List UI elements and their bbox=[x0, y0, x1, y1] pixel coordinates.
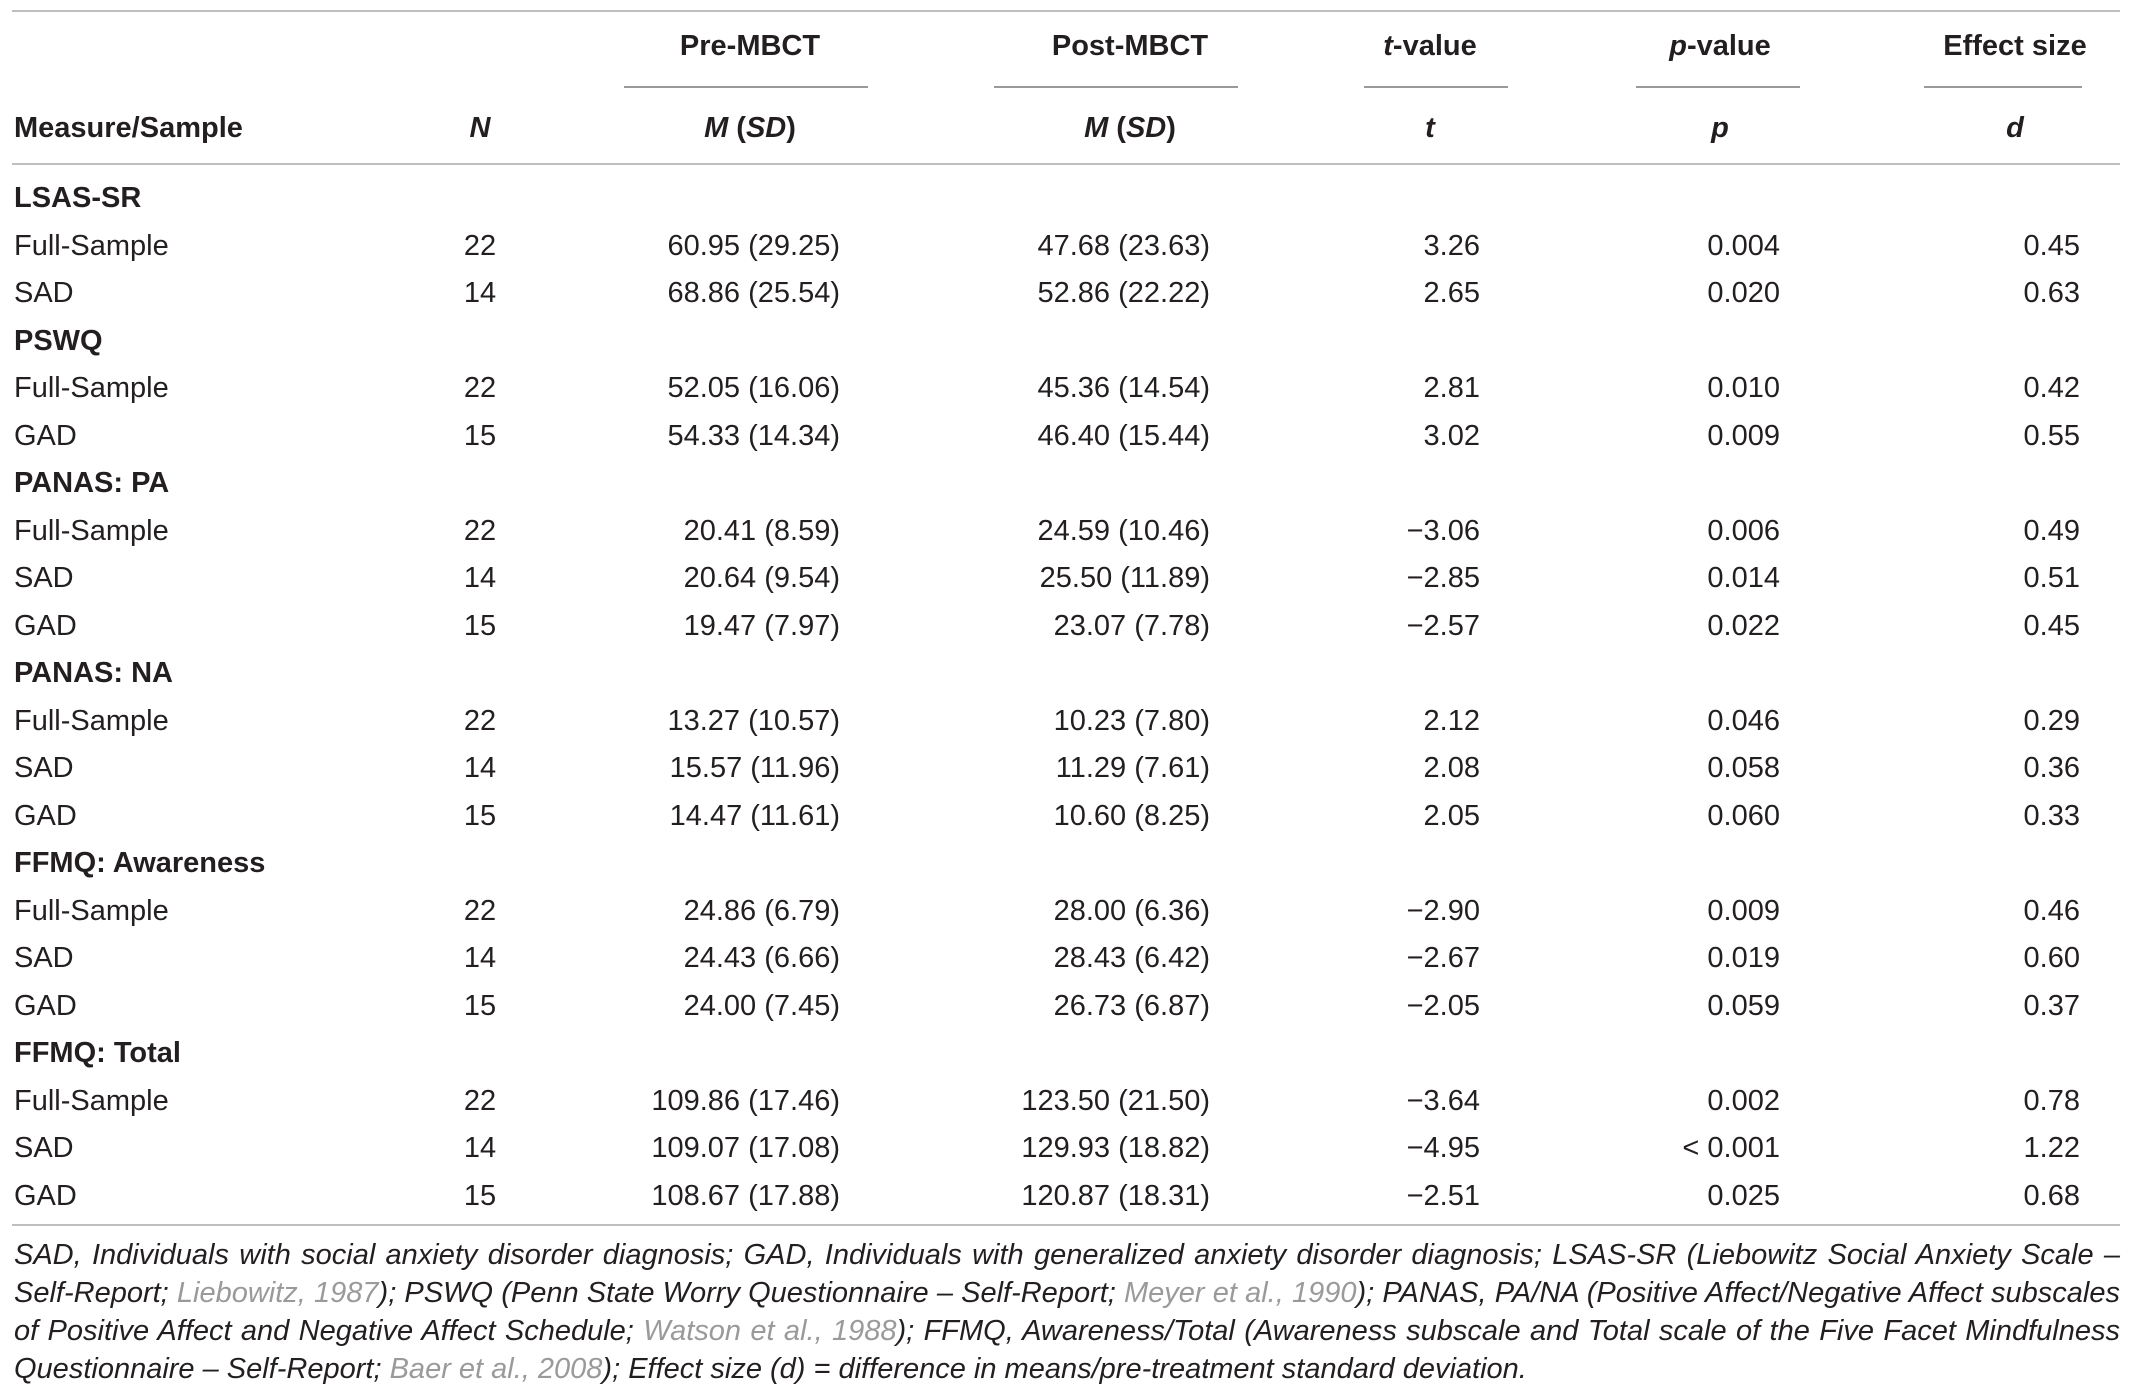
n-value: 14 bbox=[463, 752, 497, 784]
pre-mean-sd: 19.47 (7.97) bbox=[683, 610, 840, 642]
header-pre-m: M bbox=[704, 112, 729, 144]
post-mean-sd: 129.93 (18.82) bbox=[1021, 1132, 1210, 1164]
footnote-ref-watson[interactable]: Watson et al., 1988 bbox=[643, 1315, 897, 1347]
pre-mean-sd: 52.05 (16.06) bbox=[667, 372, 840, 404]
t-value: −2.85 bbox=[1406, 562, 1480, 594]
post-mean-sd: 10.23 (7.80) bbox=[1053, 705, 1210, 737]
effect-size-value: 0.68 bbox=[2023, 1180, 2080, 1212]
sample-label: Full-Sample bbox=[14, 230, 169, 262]
header-bottom-rule bbox=[12, 163, 2120, 165]
header-d: d bbox=[2006, 112, 2024, 144]
post-mean-sd: 46.40 (15.44) bbox=[1037, 420, 1210, 452]
p-value: 0.014 bbox=[1707, 562, 1780, 594]
n-value: 15 bbox=[463, 990, 497, 1022]
table-top-rule bbox=[12, 10, 2120, 12]
header-pre-mbct: Pre-MBCT bbox=[679, 30, 821, 62]
p-value: 0.009 bbox=[1707, 420, 1780, 452]
post-mean-sd: 26.73 (6.87) bbox=[1053, 990, 1210, 1022]
effect-size-value: 0.63 bbox=[2023, 277, 2080, 309]
t-value: 3.02 bbox=[1423, 420, 1480, 452]
footnote-ref-baer[interactable]: Baer et al., 2008 bbox=[389, 1353, 603, 1385]
header-t-value-symbol: t bbox=[1383, 30, 1393, 62]
group-title: PANAS: NA bbox=[14, 657, 173, 689]
n-value: 22 bbox=[463, 515, 497, 547]
effect-size-value: 0.45 bbox=[2023, 230, 2080, 262]
pre-mean-sd: 24.86 (6.79) bbox=[683, 895, 840, 927]
footnote-text-1: SAD, Individuals with social anxiety disorder diagnosis; GAD, Individuals with generalized anxiety disorder diagnosis; LSAS-SR (Liebowitz Social Anxiety Scale – Self-Report; bbox=[14, 1239, 2120, 1309]
pre-mean-sd: 13.27 (10.57) bbox=[667, 705, 840, 737]
sample-label: GAD bbox=[14, 990, 77, 1022]
n-value: 22 bbox=[463, 705, 497, 737]
t-value: 2.08 bbox=[1423, 752, 1480, 784]
effect-size-value: 0.45 bbox=[2023, 610, 2080, 642]
n-value: 15 bbox=[463, 800, 497, 832]
header-n: N bbox=[469, 112, 491, 144]
footnote-ref-liebowitz[interactable]: Liebowitz, 1987 bbox=[176, 1277, 379, 1309]
t-value: −3.64 bbox=[1406, 1085, 1480, 1117]
header-post-m-sd: M (SD) bbox=[1084, 112, 1176, 144]
pre-mean-sd: 68.86 (25.54) bbox=[667, 277, 840, 309]
p-value: 0.022 bbox=[1707, 610, 1780, 642]
post-mean-sd: 47.68 (23.63) bbox=[1037, 230, 1210, 262]
n-value: 22 bbox=[463, 1085, 497, 1117]
sample-label: Full-Sample bbox=[14, 895, 169, 927]
sample-label: Full-Sample bbox=[14, 1085, 169, 1117]
sample-label: GAD bbox=[14, 800, 77, 832]
p-value: 0.009 bbox=[1707, 895, 1780, 927]
t-value: −4.95 bbox=[1406, 1132, 1480, 1164]
pre-mean-sd: 14.47 (11.61) bbox=[669, 800, 840, 832]
t-value: −2.90 bbox=[1406, 895, 1480, 927]
post-mean-sd: 28.00 (6.36) bbox=[1053, 895, 1210, 927]
pre-underline bbox=[624, 86, 868, 88]
pre-mean-sd: 24.43 (6.66) bbox=[683, 942, 840, 974]
p-value: 0.058 bbox=[1707, 752, 1780, 784]
p-value: 0.004 bbox=[1707, 230, 1780, 262]
footnote-text-2: ); PSWQ (Penn State Worry Questionnaire – Self-Report; bbox=[378, 1277, 1125, 1309]
header-p: p bbox=[1711, 112, 1729, 144]
p-value: 0.046 bbox=[1707, 705, 1780, 737]
sample-label: Full-Sample bbox=[14, 372, 169, 404]
footnote-text-4: ); FFMQ, Awareness/Total (Awareness subscale and Total scale of the Five Facet Mindfulness Questionnaire – Self-Report; bbox=[14, 1315, 2120, 1385]
header-post-mbct: Post-MBCT bbox=[1051, 30, 1209, 62]
n-value: 22 bbox=[463, 372, 497, 404]
p-underline bbox=[1636, 86, 1800, 88]
header-p-value-symbol: p bbox=[1669, 30, 1687, 62]
p-value: < 0.001 bbox=[1682, 1132, 1780, 1164]
n-value: 14 bbox=[463, 1132, 497, 1164]
header-p-value bbox=[1600, 32, 1840, 61]
pre-mean-sd: 24.00 (7.45) bbox=[683, 990, 840, 1022]
n-value: 22 bbox=[463, 895, 497, 927]
t-value: −2.67 bbox=[1406, 942, 1480, 974]
header-pre-m-sd: M (SD) bbox=[704, 112, 796, 144]
p-value: 0.025 bbox=[1707, 1180, 1780, 1212]
footnote-text-5: ); Effect size (d) = difference in means/pre-treatment standard deviation. bbox=[602, 1353, 1527, 1385]
footnote-ref-meyer[interactable]: Meyer et al., 1990 bbox=[1124, 1277, 1357, 1309]
p-value: 0.019 bbox=[1707, 942, 1780, 974]
sample-label: SAD bbox=[14, 942, 74, 974]
t-value: −2.51 bbox=[1406, 1180, 1480, 1212]
n-value: 22 bbox=[463, 230, 497, 262]
header-t: t bbox=[1425, 112, 1435, 144]
header-p-value-suffix: -value bbox=[1686, 30, 1771, 62]
pre-mean-sd: 54.33 (14.34) bbox=[667, 420, 840, 452]
n-value: 15 bbox=[463, 1180, 497, 1212]
group-title: FFMQ: Total bbox=[14, 1037, 181, 1069]
header-t-value-suffix: -value bbox=[1392, 30, 1477, 62]
p-value: 0.002 bbox=[1707, 1085, 1780, 1117]
post-mean-sd: 23.07 (7.78) bbox=[1053, 610, 1210, 642]
t-value: −2.57 bbox=[1406, 610, 1480, 642]
n-value: 14 bbox=[463, 942, 497, 974]
post-underline bbox=[994, 86, 1238, 88]
post-mean-sd: 52.86 (22.22) bbox=[1037, 277, 1210, 309]
pre-mean-sd: 108.67 (17.88) bbox=[651, 1180, 840, 1212]
effect-size-value: 0.55 bbox=[2023, 420, 2080, 452]
effect-size-value: 0.29 bbox=[2023, 705, 2080, 737]
post-mean-sd: 120.87 (18.31) bbox=[1021, 1180, 1210, 1212]
p-value: 0.060 bbox=[1707, 800, 1780, 832]
sample-label: SAD bbox=[14, 562, 74, 594]
table-footnote bbox=[14, 1236, 2120, 1388]
sample-label: Full-Sample bbox=[14, 515, 169, 547]
pre-mean-sd: 109.07 (17.08) bbox=[651, 1132, 840, 1164]
sample-label: GAD bbox=[14, 1180, 77, 1212]
effect-size-value: 0.36 bbox=[2023, 752, 2080, 784]
pre-mean-sd: 20.64 (9.54) bbox=[683, 562, 840, 594]
p-value: 0.010 bbox=[1707, 372, 1780, 404]
header-post-sd: SD bbox=[1125, 112, 1167, 144]
post-mean-sd: 10.60 (8.25) bbox=[1053, 800, 1210, 832]
t-value: 3.26 bbox=[1423, 230, 1480, 262]
pre-mean-sd: 15.57 (11.96) bbox=[669, 752, 840, 784]
group-title: PANAS: PA bbox=[14, 467, 170, 499]
pre-mean-sd: 20.41 (8.59) bbox=[683, 515, 840, 547]
header-t-value bbox=[1340, 32, 1520, 61]
p-value: 0.020 bbox=[1707, 277, 1780, 309]
group-title: FFMQ: Awareness bbox=[14, 847, 266, 879]
t-underline bbox=[1364, 86, 1508, 88]
pre-mean-sd: 60.95 (29.25) bbox=[667, 230, 840, 262]
sample-label: SAD bbox=[14, 277, 74, 309]
effect-size-value: 0.51 bbox=[2023, 562, 2080, 594]
post-mean-sd: 24.59 (10.46) bbox=[1037, 515, 1210, 547]
table-bottom-rule bbox=[12, 1224, 2120, 1226]
t-value: −3.06 bbox=[1406, 515, 1480, 547]
effect-size-value: 0.49 bbox=[2023, 515, 2080, 547]
footnote-text-3: ); PANAS, PA/NA (Positive Affect/Negative Affect subscales of Positive Affect and Negative Affect Schedule; bbox=[14, 1277, 2120, 1347]
n-value: 15 bbox=[463, 420, 497, 452]
n-value: 14 bbox=[463, 562, 497, 594]
post-mean-sd: 25.50 (11.89) bbox=[1039, 562, 1210, 594]
header-pre-sd: SD bbox=[745, 112, 787, 144]
p-value: 0.059 bbox=[1707, 990, 1780, 1022]
group-title: PSWQ bbox=[14, 325, 103, 357]
effect-size-value: 0.37 bbox=[2023, 990, 2080, 1022]
t-value: 2.65 bbox=[1423, 277, 1480, 309]
t-value: 2.81 bbox=[1423, 372, 1480, 404]
t-value: 2.05 bbox=[1423, 800, 1480, 832]
t-value: 2.12 bbox=[1423, 705, 1480, 737]
group-title: LSAS-SR bbox=[14, 182, 142, 214]
sample-label: SAD bbox=[14, 752, 74, 784]
header-measure-sample: Measure/Sample bbox=[14, 112, 243, 144]
effect-size-value: 0.46 bbox=[2023, 895, 2080, 927]
effect-size-value: 0.42 bbox=[2023, 372, 2080, 404]
header-post-m: M bbox=[1084, 112, 1109, 144]
sample-label: SAD bbox=[14, 1132, 74, 1164]
effect-size-value: 0.78 bbox=[2023, 1085, 2080, 1117]
sample-label: GAD bbox=[14, 420, 77, 452]
n-value: 15 bbox=[463, 610, 497, 642]
post-mean-sd: 11.29 (7.61) bbox=[1055, 752, 1210, 784]
p-value: 0.006 bbox=[1707, 515, 1780, 547]
header-effect-size: Effect size bbox=[1943, 30, 2087, 62]
effect-size-value: 0.33 bbox=[2023, 800, 2080, 832]
sample-label: Full-Sample bbox=[14, 705, 169, 737]
effect-size-value: 1.22 bbox=[2023, 1132, 2080, 1164]
post-mean-sd: 45.36 (14.54) bbox=[1037, 372, 1210, 404]
post-mean-sd: 28.43 (6.42) bbox=[1053, 942, 1210, 974]
pre-mean-sd: 109.86 (17.46) bbox=[651, 1085, 840, 1117]
t-value: −2.05 bbox=[1406, 990, 1480, 1022]
post-mean-sd: 123.50 (21.50) bbox=[1021, 1085, 1210, 1117]
effect-size-value: 0.60 bbox=[2023, 942, 2080, 974]
n-value: 14 bbox=[463, 277, 497, 309]
d-underline bbox=[1924, 86, 2082, 88]
sample-label: GAD bbox=[14, 610, 77, 642]
